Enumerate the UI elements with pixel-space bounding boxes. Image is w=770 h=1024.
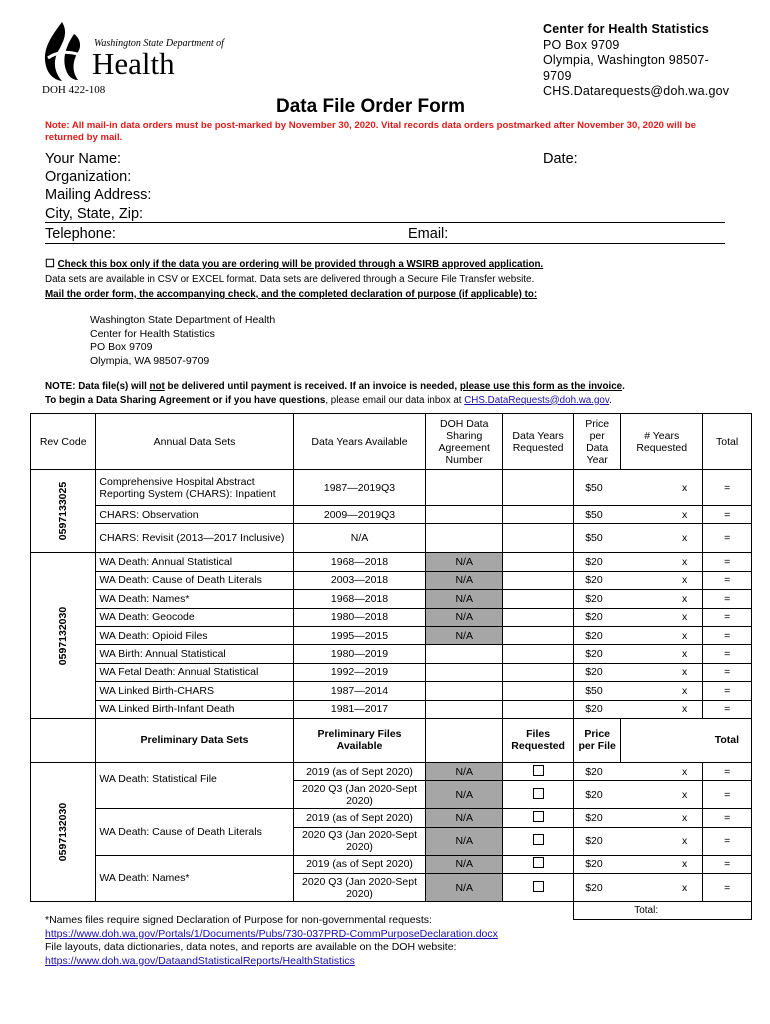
total-header: Total (703, 414, 752, 470)
years-available: 1968—2018 (293, 590, 426, 608)
instructions (45, 257, 745, 302)
mail-line: Mail the order form, the accompanying check, and the completed declaration of purpose (if applicable) to: (45, 289, 538, 300)
price-cell: $20 x (574, 855, 703, 873)
years-requested-input[interactable] (503, 626, 574, 644)
health-statistics-link[interactable]: https://www.doh.wa.gov/DataandStatisticalReports/HealthStatistics (45, 954, 355, 967)
rev-code-cell (31, 762, 96, 901)
file-checkbox-cell (503, 809, 574, 827)
price-cell: $50 x (574, 506, 703, 524)
form-id: DOH 422-108 (42, 84, 106, 96)
price-cell: $50 x (574, 682, 703, 700)
prelim-files-header: Preliminary Files Available (293, 718, 426, 762)
flame-icon (40, 20, 88, 82)
years-available-header: Data Years Available (293, 414, 426, 470)
price-cell: $50 x (574, 524, 703, 553)
file-available: 2020 Q3 (Jan 2020-Sept 2020) (293, 874, 426, 902)
years-requested-input[interactable] (503, 608, 574, 626)
file-checkbox-cell (503, 827, 574, 855)
annual-sets-header: Annual Data Sets (96, 414, 293, 470)
total-cell[interactable]: = (703, 470, 752, 506)
dsa-cell: N/A (426, 855, 503, 873)
price-cell: $20 x (574, 827, 703, 855)
dataset-name: Comprehensive Hospital Abstract Reporting System (CHARS): Inpatient (96, 470, 293, 506)
total-cell[interactable]: = (703, 762, 752, 780)
file-available: 2019 (as of Sept 2020) (293, 855, 426, 873)
price-cell: $20 x (574, 608, 703, 626)
payment-line-1: NOTE: Data file(s) will not be delivered until payment is received. If an invoice is needed, please use this form as the invoice. (45, 381, 625, 392)
price-header: Price per Data Year (574, 414, 621, 470)
years-available: 1980—2018 (293, 608, 426, 626)
center-city-1: Olympia, Washington 98507- (543, 53, 709, 67)
dsa-cell: N/A (426, 762, 503, 780)
dsa-input[interactable] (426, 663, 503, 681)
total-cell[interactable]: = (703, 645, 752, 663)
years-requested-input[interactable] (503, 645, 574, 663)
years-available: 1968—2018 (293, 553, 426, 571)
years-requested-input[interactable] (503, 506, 574, 524)
mail-address (90, 314, 275, 368)
logo-wordmark: Health (92, 46, 175, 81)
dataset-name: WA Death: Names* (96, 590, 293, 608)
years-requested-input[interactable] (503, 553, 574, 571)
table-row (31, 590, 752, 608)
payment-line-2: To begin a Data Sharing Agreement or if you have questions, please email our data inbox at CHS.DataRequests@doh.wa.gov. (45, 394, 612, 406)
dsa-cell: N/A (426, 553, 503, 571)
total-cell[interactable]: = (703, 626, 752, 644)
dataset-name: WA Death: Statistical File (96, 762, 293, 808)
total-cell[interactable]: = (703, 663, 752, 681)
dsa-input[interactable] (426, 470, 503, 506)
names-note: *Names files require signed Declaration of Purpose for non-governmental requests: (45, 914, 432, 926)
dsa-cell: N/A (426, 626, 503, 644)
file-checkbox[interactable] (533, 765, 544, 776)
dsa-input[interactable] (426, 682, 503, 700)
total-cell[interactable]: = (703, 506, 752, 524)
dsa-cell: N/A (426, 781, 503, 809)
price-cell: $20 x (574, 553, 703, 571)
mail-address-line: Washington State Department of Health (90, 314, 276, 326)
table-row (31, 682, 752, 700)
price-cell: $20 x (574, 590, 703, 608)
years-available: 2009—2019Q3 (293, 506, 426, 524)
total-cell[interactable]: = (703, 781, 752, 809)
years-requested-input[interactable] (503, 470, 574, 506)
dsa-cell: N/A (426, 874, 503, 902)
wsirb-checkbox[interactable]: ☐ (45, 258, 55, 270)
dsa-cell: N/A (426, 809, 503, 827)
total-cell[interactable]: = (703, 827, 752, 855)
dataset-name: WA Death: Opioid Files (96, 626, 293, 644)
total-cell[interactable]: = (703, 608, 752, 626)
dataset-name: WA Death: Cause of Death Literals (96, 809, 293, 855)
dataset-name: WA Death: Cause of Death Literals (96, 571, 293, 589)
rev-code: 0597132030 (57, 606, 70, 665)
years-requested-input[interactable] (503, 524, 574, 553)
table-row (31, 809, 752, 827)
years-requested-input[interactable] (503, 682, 574, 700)
address-label: Mailing Address: (45, 187, 152, 203)
table-row (31, 645, 752, 663)
total-cell[interactable]: = (703, 700, 752, 718)
wsirb-line (45, 257, 745, 272)
years-available: N/A (293, 524, 426, 553)
prelim-sets-header: Preliminary Data Sets (96, 718, 293, 762)
price-cell: $50 x (574, 470, 703, 506)
table-row (31, 700, 752, 718)
table-row (31, 608, 752, 626)
rev-code-header: Rev Code (31, 414, 96, 470)
years-available: 2003—2018 (293, 571, 426, 589)
email-label: Email: (408, 226, 449, 242)
total-cell[interactable]: = (703, 809, 752, 827)
table-row (31, 553, 752, 571)
organization-label: Organization: (45, 169, 132, 185)
table-row (31, 855, 752, 873)
rev-code-cell (31, 553, 96, 719)
price-cell: $20 x (574, 781, 703, 809)
total-cell[interactable]: = (703, 855, 752, 873)
price-cell: $20 x (574, 626, 703, 644)
dataset-name: WA Birth: Annual Statistical (96, 645, 293, 663)
file-checkbox[interactable] (533, 834, 544, 845)
price-per-file-header: Price per File (574, 718, 621, 762)
dsa-cell: N/A (426, 571, 503, 589)
dsa-input[interactable] (426, 506, 503, 524)
price-cell: $20 x (574, 762, 703, 780)
rev-code: 0597133025 (57, 481, 70, 541)
dataset-name: WA Death: Geocode (96, 608, 293, 626)
mail-address-line: Center for Health Statistics (90, 327, 215, 340)
file-available: 2019 (as of Sept 2020) (293, 762, 426, 780)
wsirb-label: Check this box only if the data you are ordering will be provided through a WSIRB approved application. (57, 259, 544, 270)
years-requested-input[interactable] (503, 700, 574, 718)
formats-line: Data sets are available in CSV or EXCEL format. Data sets are delivered through a Secure File Transfer website. (45, 274, 535, 285)
table-row (31, 626, 752, 644)
table-row (31, 506, 752, 524)
page-title: Data File Order Form (276, 96, 465, 117)
rev-code: 0597132030 (57, 802, 70, 862)
dsa-input[interactable] (426, 700, 503, 718)
doh-logo (40, 20, 224, 84)
years-requested-input[interactable] (503, 571, 574, 589)
price-cell: $20 x (574, 645, 703, 663)
file-checkbox[interactable] (533, 881, 544, 892)
file-checkbox-cell (503, 855, 574, 873)
dsa-cell: N/A (426, 590, 503, 608)
file-checkbox[interactable] (533, 811, 544, 822)
table-header-row (31, 414, 752, 470)
center-city-2: 9709 (543, 68, 572, 83)
city-label: City, State, Zip: (45, 206, 144, 222)
dataset-name: WA Death: Annual Statistical (96, 553, 293, 571)
file-checkbox[interactable] (533, 857, 544, 868)
declaration-link[interactable]: https://www.doh.wa.gov/Portals/1/Documents/Pubs/730-037PRD-CommPurposeDeclaration.docx (45, 927, 498, 940)
dataset-name: WA Fetal Death: Annual Statistical (96, 663, 293, 681)
years-available: 1987—2014 (293, 682, 426, 700)
table-row (31, 470, 752, 506)
rev-code-cell (31, 470, 96, 553)
years-requested-input[interactable] (503, 590, 574, 608)
logo-subtitle: Washington State Department of (94, 38, 224, 49)
file-available: 2020 Q3 (Jan 2020-Sept 2020) (293, 781, 426, 809)
years-available: 1992—2019 (293, 663, 426, 681)
city-line (45, 222, 725, 223)
center-name: Center for Health Statistics (543, 22, 710, 36)
deadline-note: Note: All mail-in data orders must be post-marked by November 30, 2020. Vital records data orders postmarked after November 30, 2020 will be returned by mail. (45, 120, 697, 143)
mail-address-line: Olympia, WA 98507-9709 (90, 354, 210, 367)
table-row (31, 571, 752, 589)
total-cell[interactable]: = (703, 524, 752, 553)
payment-note (45, 380, 755, 407)
total-cell[interactable]: = (703, 553, 752, 571)
dsa-cell: N/A (426, 608, 503, 626)
date-label: Date: (543, 151, 578, 167)
footer-notes (45, 914, 745, 968)
prelim-total-header: Total (703, 718, 752, 762)
years-requested-header: Data Years Requested (503, 414, 574, 470)
file-checkbox-cell (503, 781, 574, 809)
years-available: 1987—2019Q3 (293, 470, 426, 506)
dataset-name: CHARS: Revisit (2013—2017 Inclusive) (96, 524, 293, 553)
grand-total-label: Total: (634, 905, 659, 917)
dsa-input[interactable] (426, 645, 503, 663)
data-inbox-link[interactable]: CHS.DataRequests@doh.wa.gov (464, 394, 610, 406)
table-row (31, 762, 752, 780)
dsa-cell: N/A (426, 827, 503, 855)
dataset-name: WA Death: Names* (96, 855, 293, 901)
file-checkbox[interactable] (533, 788, 544, 799)
dataset-name: CHARS: Observation (96, 506, 293, 524)
table-row (31, 524, 752, 553)
total-cell[interactable]: = (703, 874, 752, 902)
dsa-header: DOH Data Sharing Agreement Number (426, 414, 503, 470)
total-cell[interactable]: = (703, 571, 752, 589)
years-available: 1995—2015 (293, 626, 426, 644)
dataset-name: WA Linked Birth-Infant Death (96, 700, 293, 718)
center-po: PO Box 9709 (543, 37, 620, 52)
total-cell[interactable]: = (703, 590, 752, 608)
price-cell: $20 x (574, 571, 703, 589)
file-available: 2019 (as of Sept 2020) (293, 809, 426, 827)
dsa-input[interactable] (426, 524, 503, 553)
telephone-line (45, 243, 725, 244)
name-label: Your Name: (45, 151, 122, 167)
mail-address-line: PO Box 9709 (90, 341, 153, 353)
file-checkbox-cell (503, 874, 574, 902)
center-address (543, 22, 763, 100)
dataset-name: WA Linked Birth-CHARS (96, 682, 293, 700)
price-cell: $20 x (574, 700, 703, 718)
order-table (30, 413, 752, 920)
layout-note: File layouts, data dictionaries, data notes, and reports are available on the DOH website: (45, 941, 457, 953)
telephone-label: Telephone: (45, 226, 116, 242)
file-checkbox-cell (503, 762, 574, 780)
center-email: CHS.Datarequests@doh.wa.gov (543, 84, 730, 98)
price-cell: $20 x (574, 874, 703, 902)
table-row (31, 663, 752, 681)
total-cell[interactable]: = (703, 682, 752, 700)
prelim-header-row (31, 718, 752, 762)
years-requested-input[interactable] (503, 663, 574, 681)
years-available: 1980—2019 (293, 645, 426, 663)
files-requested-header: Files Requested (503, 718, 574, 762)
file-available: 2020 Q3 (Jan 2020-Sept 2020) (293, 827, 426, 855)
years-available: 1981—2017 (293, 700, 426, 718)
price-cell: $20 x (574, 809, 703, 827)
num-years-header: # Years Requested (621, 414, 703, 470)
price-cell: $20 x (574, 663, 703, 681)
